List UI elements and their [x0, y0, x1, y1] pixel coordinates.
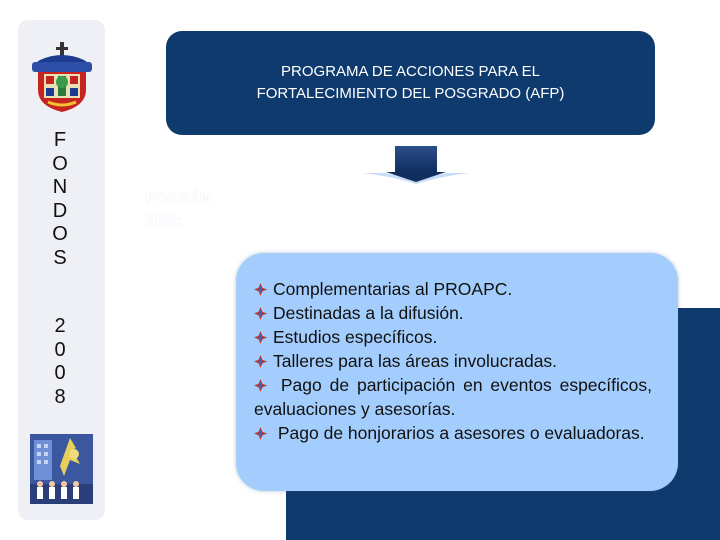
star-bullet-icon [254, 307, 267, 320]
vertical-letter: O [52, 223, 68, 245]
page-title [201, 61, 621, 105]
people-building-icon [30, 434, 93, 504]
title-box [166, 31, 655, 135]
star-bullet-icon [254, 355, 267, 368]
vertical-letter: D [52, 199, 68, 222]
vertical-word-fondos [30, 129, 90, 270]
star-bullet-icon [254, 379, 267, 392]
university-crest-icon [30, 40, 94, 112]
vertical-letter: N [52, 176, 68, 198]
down-arrow-icon [362, 142, 470, 184]
list-item [254, 349, 652, 373]
list-item [254, 421, 652, 445]
vertical-letter: O [52, 152, 68, 175]
list-item [254, 301, 652, 325]
star-bullet-icon [254, 283, 267, 296]
list-item [254, 277, 652, 301]
vertical-year [30, 315, 90, 409]
items-list [254, 277, 652, 445]
podran-line-1: PODRÁN [146, 190, 212, 207]
star-bullet-icon [254, 427, 267, 440]
podran-label [146, 188, 211, 232]
podran-line-2: SER: [146, 212, 182, 229]
vertical-digit: 0 [54, 362, 66, 384]
list-item [254, 373, 652, 421]
list-item-text: Complementarias al PROAPC. [273, 279, 513, 299]
list-item-text: Talleres para las áreas involucradas. [273, 351, 558, 371]
vertical-digit: 2 [54, 315, 66, 337]
vertical-letter: S [53, 246, 67, 269]
list-item-text: Pago de honjorarios a asesores o evaluadoras. [273, 423, 645, 443]
title-line-1: PROGRAMA DE ACCIONES PARA EL [281, 63, 540, 80]
list-item-text: Pago de participación en eventos específicos, evaluaciones y asesorías. [254, 375, 652, 419]
list-item [254, 325, 652, 349]
list-item-text: Estudios específicos. [273, 327, 438, 347]
vertical-letter: F [53, 129, 67, 151]
list-item-text: Destinadas a la difusión. [273, 303, 464, 323]
title-line-2: FORTALECIMIENTO DEL POSGRADO (AFP) [256, 85, 565, 102]
star-bullet-icon [254, 331, 267, 344]
vertical-digit: 0 [54, 338, 66, 361]
vertical-digit: 8 [54, 385, 66, 408]
